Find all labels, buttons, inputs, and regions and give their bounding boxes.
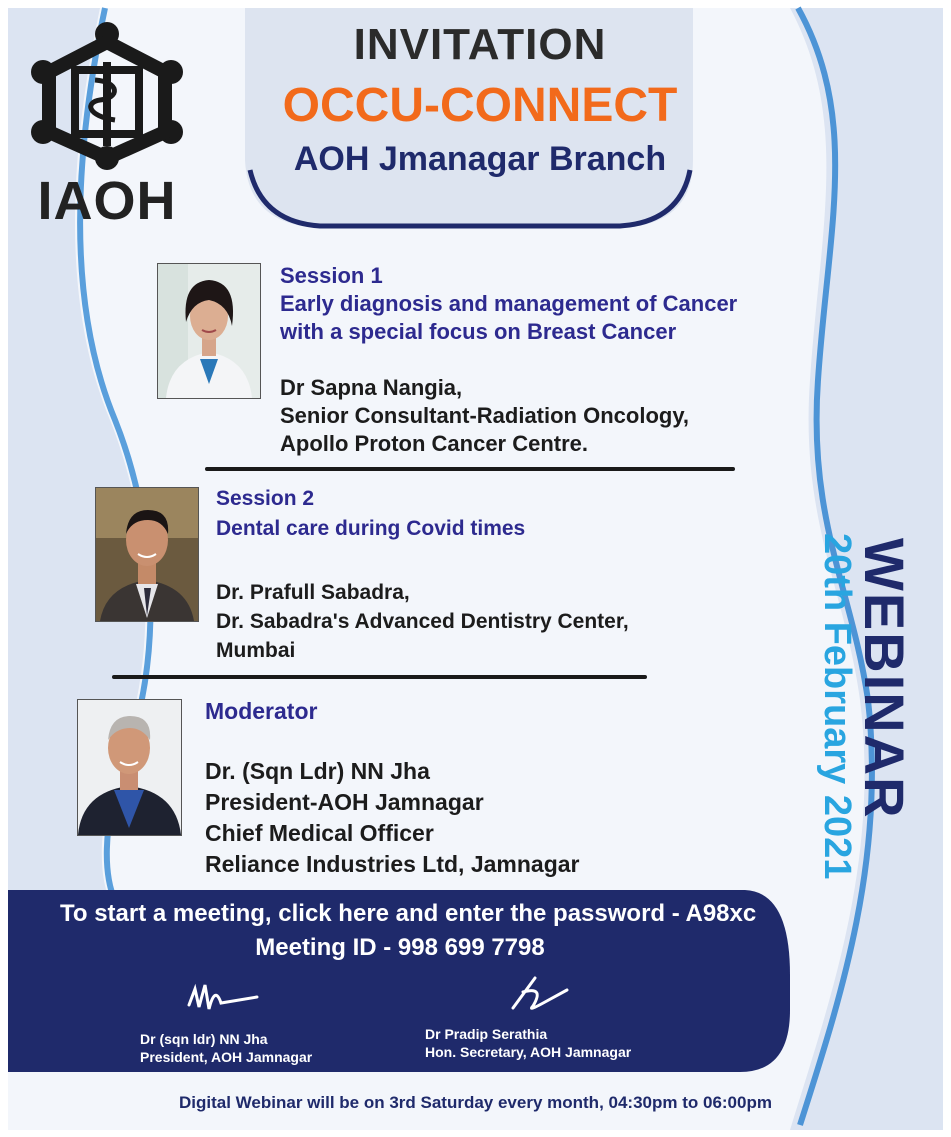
session-1-topic-line-1: Early diagnosis and management of Cancer (280, 291, 738, 316)
webinar-label-wrap (853, 538, 922, 918)
session-1-block (280, 262, 737, 346)
moderator-heading: Moderator (205, 698, 318, 724)
session-1-speaker-name: Dr Sapna Nangia, (280, 375, 463, 400)
divider-line (112, 675, 647, 679)
webinar-date: 20th February 2021 (816, 533, 858, 880)
session-1-speaker (280, 374, 689, 458)
session-1-heading: Session 1 (280, 263, 383, 288)
signatory-2-name: Dr Pradip Serathia (425, 1026, 548, 1042)
signatory-2 (425, 1025, 631, 1061)
meeting-id: Meeting ID - 998 699 7798 (255, 934, 545, 961)
speaker-photo-prafull-sabadra (95, 487, 199, 622)
session-1-speaker-title: Senior Consultant-Radiation Oncology, (280, 403, 690, 428)
webinar-label: WEBINAR (853, 538, 916, 820)
signatory-1 (140, 1030, 312, 1066)
session-2-topic: Dental care during Covid times (216, 517, 526, 540)
signatory-2-title: Hon. Secretary, AOH Jamnagar (425, 1044, 632, 1060)
moderator-position: Chief Medical Officer (205, 820, 434, 846)
moderator-block (205, 696, 317, 726)
session-2-speaker-org: Dr. Sabadra's Advanced Dentistry Center, (216, 610, 629, 633)
moderator-photo (77, 699, 182, 836)
schedule-note: Digital Webinar will be on 3rd Saturday every month, 04:30pm to 06:00pm (179, 1093, 772, 1112)
moderator-company: Reliance Industries Ltd, Jamnagar (205, 851, 580, 877)
signature-nn-jha (185, 975, 265, 1020)
session-1-topic-line-2: with a special focus on Breast Cancer (280, 319, 677, 344)
session-1-speaker-org: Apollo Proton Cancer Centre. (280, 431, 589, 456)
logo-text: IAOH (37, 171, 177, 231)
speaker-photo-sapna-nangia (157, 263, 261, 399)
meeting-link-text[interactable]: To start a meeting, click here and enter the password - A98xc (60, 900, 757, 927)
session-2-speaker-name: Dr. Prafull Sabadra, (216, 581, 410, 604)
session-2-block (216, 485, 525, 545)
event-name: OCCU-CONNECT (282, 79, 678, 132)
iaoh-emblem-icon (25, 20, 190, 170)
session-2-speaker-city: Mumbai (216, 639, 296, 662)
signature-pradip-serathia (505, 972, 575, 1017)
signatory-1-title: President, AOH Jamnagar (140, 1049, 313, 1065)
webinar-date-wrap (810, 533, 860, 1003)
divider-line (205, 467, 735, 471)
session-2-speaker (216, 578, 629, 665)
session-2-heading: Session 2 (216, 487, 315, 510)
invitation-title: INVITATION (353, 20, 607, 69)
moderator-details (205, 756, 580, 880)
moderator-name: Dr. (Sqn Ldr) NN Jha (205, 758, 430, 784)
moderator-role: President-AOH Jamnagar (205, 789, 484, 815)
signatory-1-name: Dr (sqn ldr) NN Jha (140, 1031, 268, 1047)
branch-name: AOH Jmanagar Branch (293, 140, 667, 178)
